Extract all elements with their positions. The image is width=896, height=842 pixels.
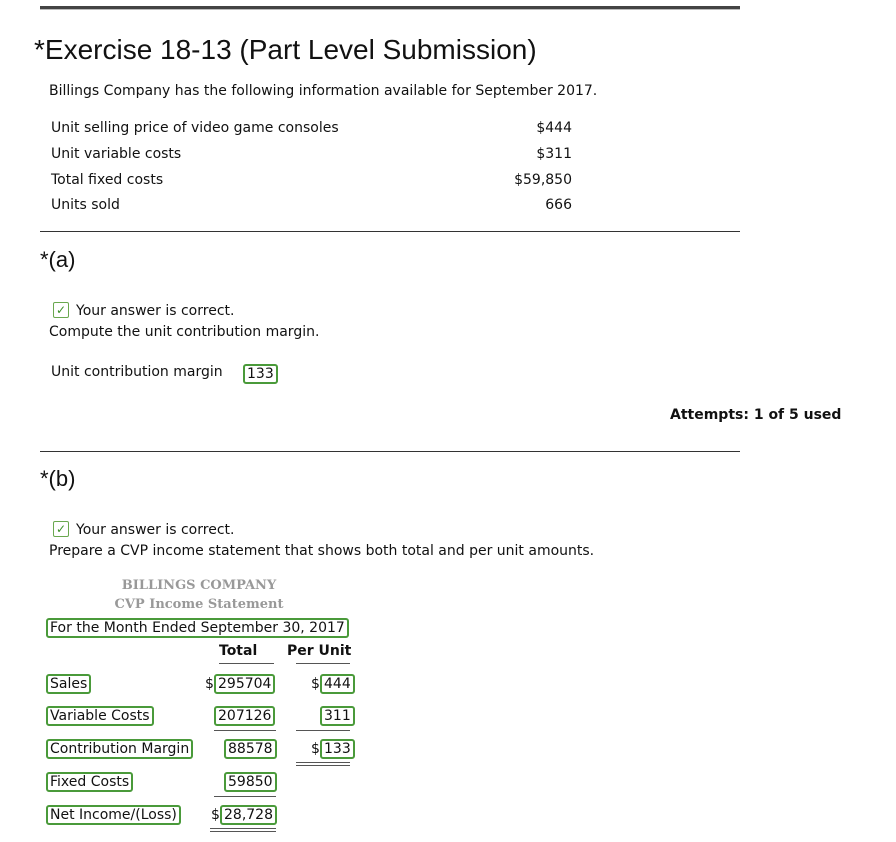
currency-symbol: $ xyxy=(205,676,214,692)
check-icon: ✓ xyxy=(53,302,69,318)
attempts-counter: Attempts: 1 of 5 used xyxy=(670,407,842,423)
currency-symbol: $ xyxy=(311,741,320,757)
total-input[interactable]: 295704 xyxy=(214,674,275,694)
currency-symbol: $ xyxy=(211,807,220,823)
currency-symbol: $ xyxy=(311,676,320,692)
part-a-heading: *(a) xyxy=(40,247,76,272)
per-unit-input[interactable]: 311 xyxy=(320,706,355,726)
status-message: Your answer is correct. xyxy=(76,303,235,319)
info-value: 666 xyxy=(545,197,572,213)
double-underline xyxy=(210,828,276,832)
period-select[interactable]: For the Month Ended September 30, 2017 xyxy=(46,618,349,638)
company-name: BILLINGS COMPANY xyxy=(121,578,277,593)
info-value: $444 xyxy=(536,120,572,136)
question-prompt: Prepare a CVP income statement that shows both total and per unit amounts. xyxy=(49,543,595,559)
top-divider xyxy=(40,6,740,10)
intro-text: Billings Company has the following information available for September 2017. xyxy=(49,83,598,99)
subtotal-underline xyxy=(296,730,350,731)
section-divider xyxy=(40,451,740,452)
total-input[interactable]: 207126 xyxy=(214,706,275,726)
page-title: *Exercise 18-13 (Part Level Submission) xyxy=(34,34,537,65)
column-header-per-unit: Per Unit xyxy=(287,643,352,659)
total-input[interactable]: 28,728 xyxy=(220,805,277,825)
unit-contribution-margin-input[interactable]: 133 xyxy=(243,364,278,384)
question-prompt: Compute the unit contribution margin. xyxy=(49,324,320,340)
status-message: Your answer is correct. xyxy=(76,522,235,538)
info-label: Total fixed costs xyxy=(51,172,164,188)
check-icon: ✓ xyxy=(53,521,69,537)
info-label: Unit variable costs xyxy=(51,146,182,162)
info-label: Units sold xyxy=(51,197,120,213)
subtotal-underline xyxy=(214,730,276,731)
section-divider xyxy=(40,231,740,232)
unit-contribution-margin-label: Unit contribution margin xyxy=(51,364,223,380)
total-input[interactable]: 88578 xyxy=(224,739,277,759)
line-item-select[interactable]: Sales xyxy=(46,674,91,694)
line-item-select[interactable]: Net Income/(Loss) xyxy=(46,805,181,825)
total-input[interactable]: 59850 xyxy=(224,772,277,792)
column-header-total: Total xyxy=(219,643,258,659)
per-unit-input[interactable]: 444 xyxy=(320,674,355,694)
part-b-heading: *(b) xyxy=(40,466,76,491)
statement-title: CVP Income Statement xyxy=(114,597,284,612)
info-label: Unit selling price of video game consoles xyxy=(51,120,339,136)
line-item-select[interactable]: Variable Costs xyxy=(46,706,154,726)
per-unit-input[interactable]: 133 xyxy=(320,739,355,759)
info-value: $311 xyxy=(536,146,572,162)
line-item-select[interactable]: Contribution Margin xyxy=(46,739,193,759)
header-underline xyxy=(296,663,350,664)
double-underline xyxy=(296,762,350,766)
line-item-select[interactable]: Fixed Costs xyxy=(46,772,133,792)
subtotal-underline xyxy=(214,796,276,797)
info-value: $59,850 xyxy=(514,172,572,188)
header-underline xyxy=(219,663,274,664)
